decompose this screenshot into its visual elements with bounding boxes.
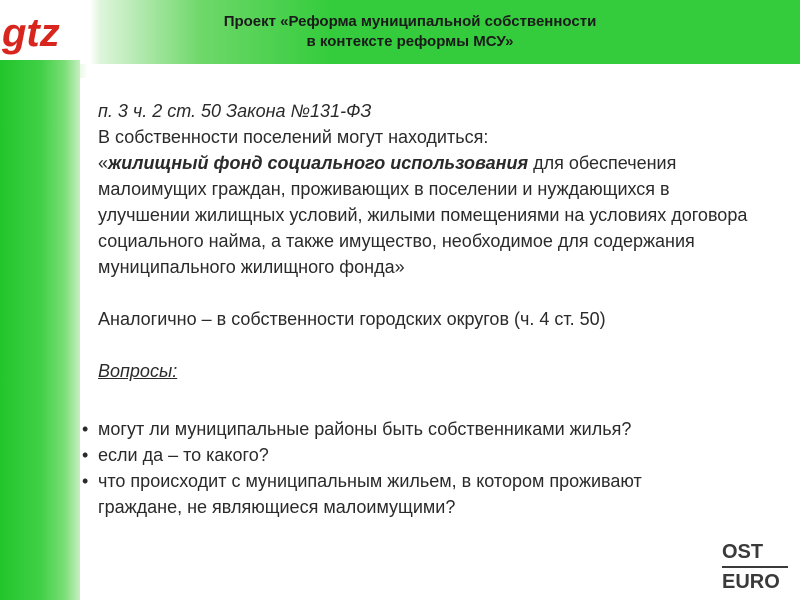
quote-rest: для обеспечения малоимущих граждан, проживающих в поселении и нуждающихся в улучшении жилищных условий, жилыми помещениями на условиях договора социального найма, а также имущество, необходимое для содержания муниципального жилищного фонда»: [98, 153, 748, 277]
list-item: [82, 416, 722, 442]
quote-emphasis: жилищный фонд социального использования: [108, 153, 529, 173]
left-green-strip: [0, 60, 80, 600]
questions-heading: Вопросы:: [98, 361, 178, 381]
intro-line: В собственности поселений могут находиться:: [98, 127, 489, 147]
question-text: если да – то какого?: [98, 445, 269, 465]
title-line-1: Проект «Реформа муниципальной собственности: [223, 13, 597, 30]
question-text: могут ли муниципальные районы быть собственниками жилья?: [98, 419, 632, 439]
quote-open: «: [98, 153, 109, 173]
bullet-icon: •: [82, 471, 89, 491]
question-text: что происходит с муниципальным жильем, в котором проживают граждане, не являющиеся малоимущими?: [98, 471, 642, 517]
ost-text: OST: [722, 541, 764, 563]
questions-list: [82, 416, 722, 520]
main-text: [98, 98, 748, 384]
list-item: [82, 442, 722, 468]
law-reference: п. 3 ч. 2 ст. 50 Закона №131-ФЗ: [98, 101, 372, 121]
gtz-logo: [0, 6, 86, 58]
quote-paragraph: [98, 150, 748, 280]
analog-line: Аналогично – в собственности городских округов (ч. 4 ст. 50): [98, 309, 606, 329]
gtz-logo-text: gtz: [2, 11, 60, 55]
euro-text: EURO: [722, 571, 780, 593]
title-line-2: в контексте реформы МСУ»: [306, 33, 514, 50]
ost-euro-logo: [716, 536, 796, 596]
bullet-icon: •: [82, 419, 89, 439]
list-item: [82, 468, 722, 520]
page-title: [120, 12, 700, 52]
bullet-icon: •: [82, 445, 89, 465]
